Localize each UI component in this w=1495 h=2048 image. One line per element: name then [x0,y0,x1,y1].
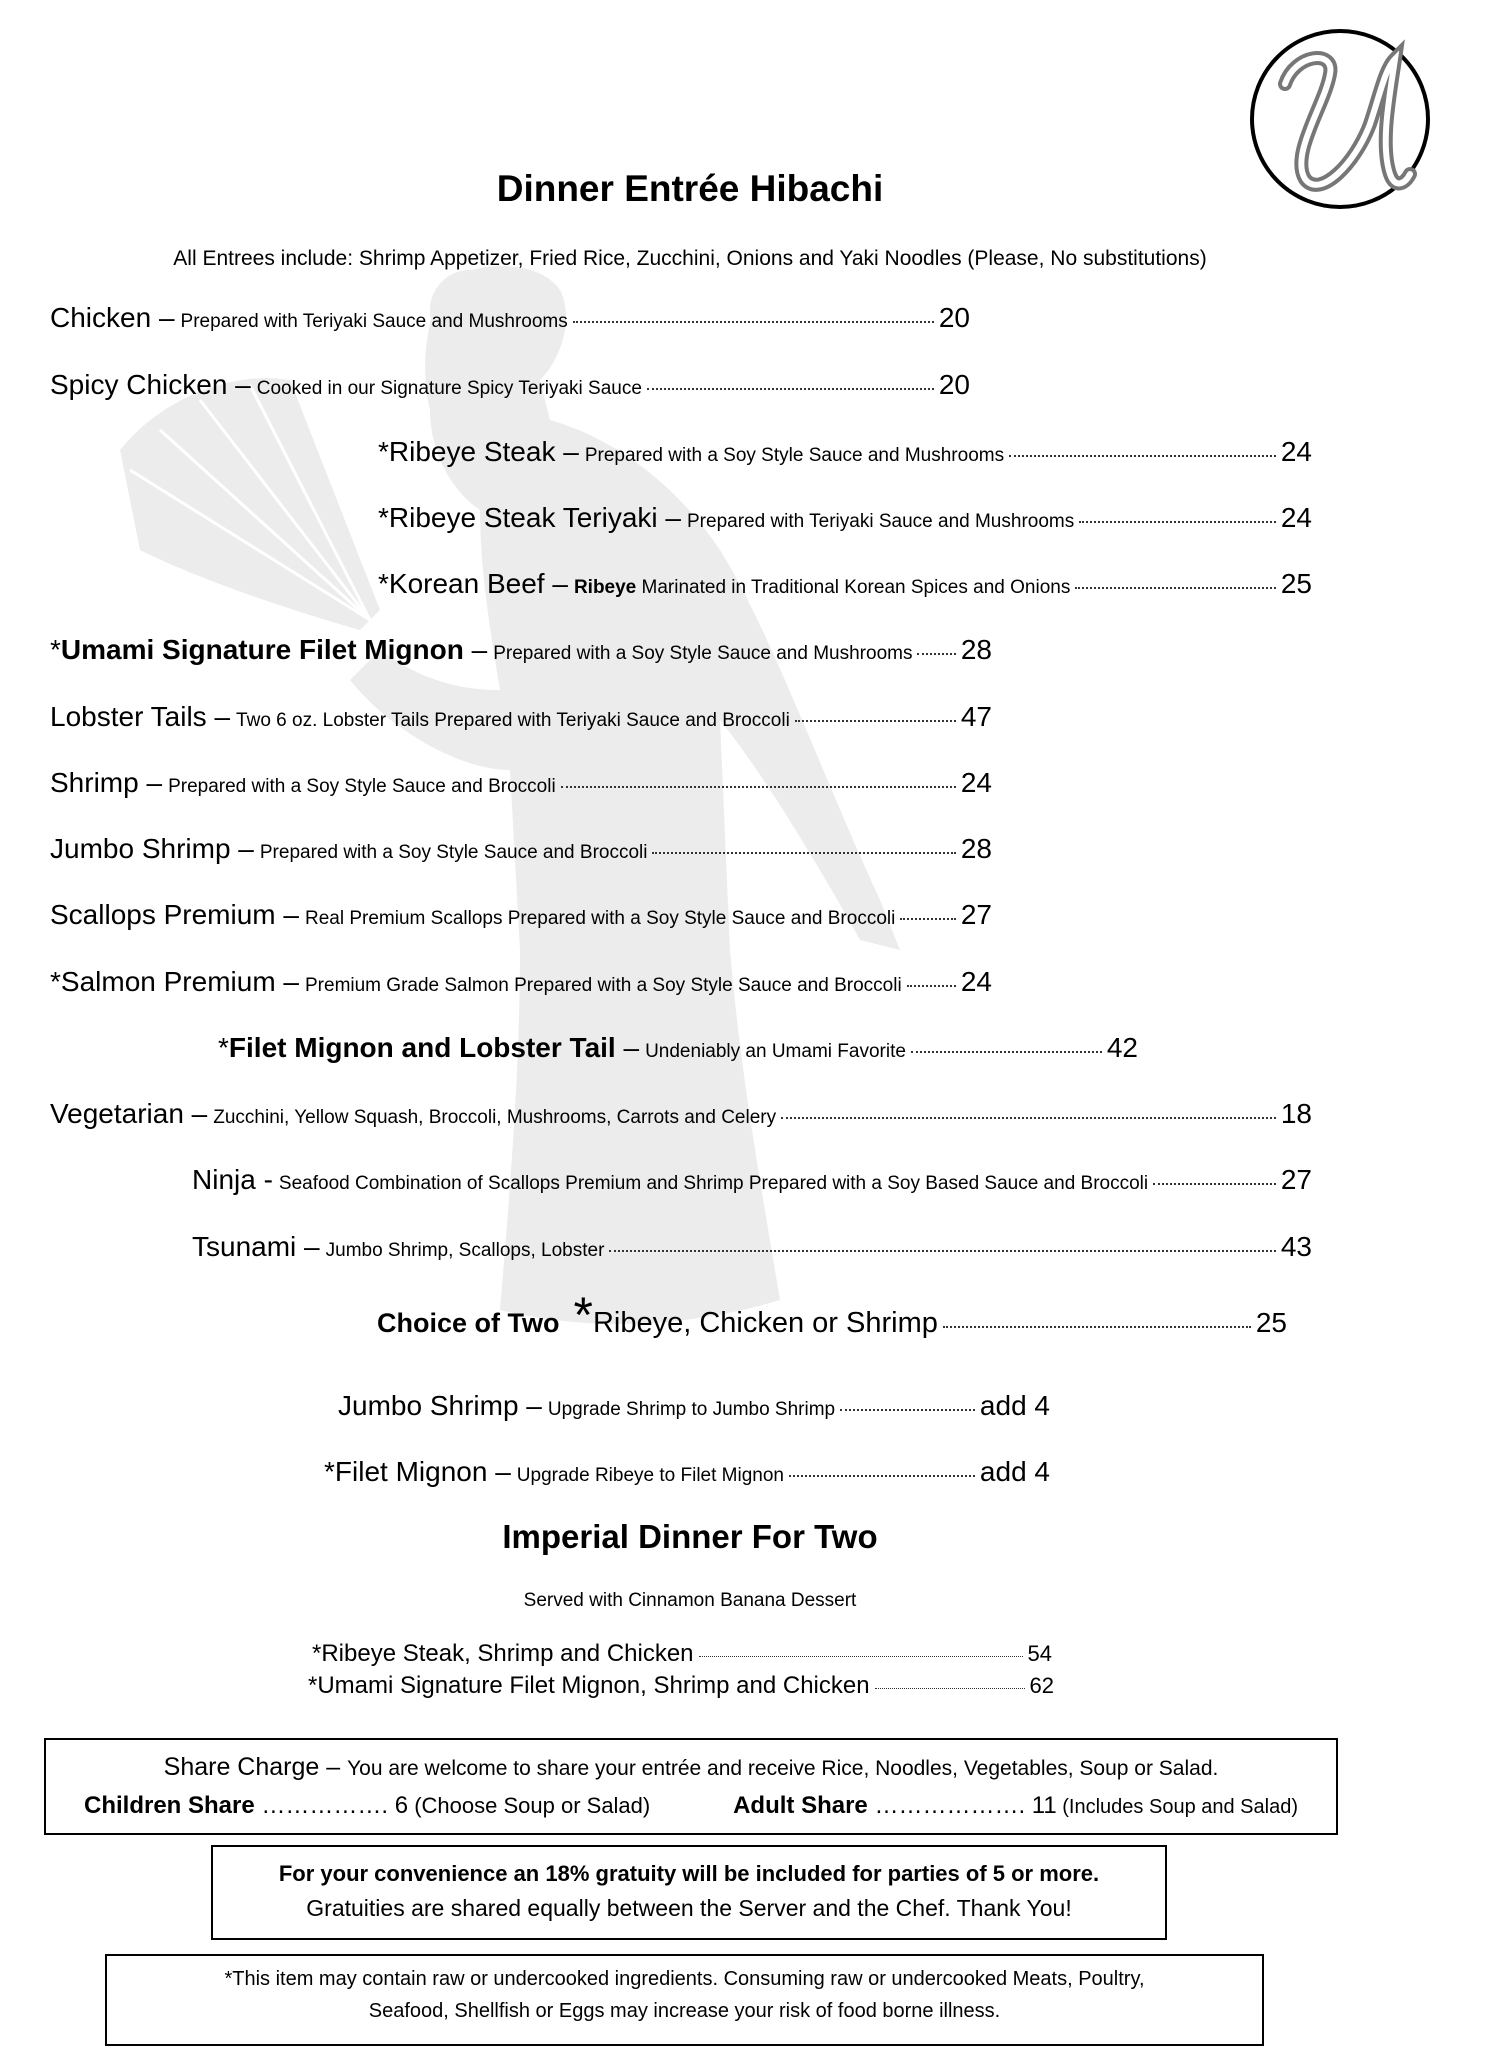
menu-item-description [305,975,902,997]
menu-item-description [326,1240,605,1262]
menu-item-name [50,767,162,799]
menu-item-price: 28 [960,634,992,665]
menu-item [50,833,992,865]
dotted-leader [561,786,956,788]
item-name-text: Umami Signature Filet Mignon [60,634,464,665]
description-text: Cooked in our Signature Spicy Teriyaki Sauce [256,378,642,399]
item-separator: – [296,1231,320,1262]
item-separator: - [255,1164,273,1195]
imperial-subtitle: Served with Cinnamon Banana Dessert [523,1590,857,1611]
menu-item-name [324,1456,511,1488]
menu-item-description [585,445,1004,467]
adult-share [733,1792,1298,1820]
item-separator: – [275,966,299,997]
menu-item-price: 47 [960,701,992,732]
description-text: Prepared with a Soy Style Sauce and Mushrooms [584,445,1005,466]
imperial-item [308,1672,1054,1700]
description-text: Marinated in Traditional Korean Spices and Onions [636,577,1071,598]
menu-item [50,899,992,931]
menu-item-price: add 4 [979,1390,1050,1421]
item-name-text: Chicken [50,302,152,333]
menu-item-price: 42 [1106,1032,1138,1063]
item-name-text: Ninja [192,1164,256,1195]
children-share [84,1792,650,1820]
description-text: Premium Grade Salmon Prepared with a Soy Style Sauce and Broccoli [305,975,902,996]
description-text: Prepared with Teriyaki Sauce and Mushrooms [687,511,1075,532]
menu-item-description [687,511,1074,533]
menu-item [50,1098,1312,1130]
menu-item-description [168,776,556,798]
description-text: Jumbo Shrimp, Scallops, Lobster [325,1240,605,1261]
item-name-text: Tsunami [192,1231,297,1262]
description-text: Seafood Combination of Scallops Premium and Shrimp Prepared with a Soy Based Sauce and Broccoli [278,1173,1149,1194]
item-separator: – [544,568,568,599]
item-separator: – [487,1456,511,1487]
children-share-label: Children Share [84,1792,255,1819]
item-name-text: Shrimp [50,767,139,798]
menu-item-price: 24 [1280,502,1312,533]
menu-item-price: 27 [1280,1164,1312,1195]
item-separator: – [657,502,681,533]
gratuity-box [211,1845,1167,1940]
dotted-leader [1009,455,1276,457]
item-separator: – [463,634,488,665]
share-sep: – [319,1753,348,1781]
description-text: Zucchini, Yellow Squash, Broccoli, Mushrooms, Carrots and Celery [213,1107,777,1128]
dotted-leader [699,1656,1023,1657]
share-charge-box [44,1738,1338,1835]
dotted-leader [609,1250,1275,1252]
item-prefix: * [378,568,389,599]
description-bold: Ribeye [573,577,637,598]
menu-item-price: 28 [960,833,992,864]
dotted-leader [900,918,956,920]
dotted-leader [1075,587,1276,589]
menu-item [192,1164,1312,1196]
item-name-text: Korean Beef [388,568,545,599]
page-title: Dinner Entrée Hibachi [496,168,884,209]
menu-item-description [645,1041,906,1063]
item-separator: – [151,302,175,333]
item-name-text: Salmon Premium [60,966,276,997]
description-text: Upgrade Ribeye to Filet Mignon [516,1465,784,1486]
item-separator: – [138,767,163,798]
item-name-text: Vegetarian [50,1098,184,1129]
menu-item-description [493,643,912,665]
dotted-leader [875,1688,1025,1689]
imperial-title: Imperial Dinner For Two [502,1518,878,1555]
menu-item-price: 27 [960,899,992,930]
choice-label: Choice of Two [377,1308,560,1338]
disclaimer-box [105,1954,1264,2046]
menu-item-description [279,1173,1148,1195]
item-name-text: Scallops Premium [50,899,276,930]
item-separator: – [230,833,254,864]
dotted-leader [1153,1183,1276,1185]
description-text: Prepared with Teriyaki Sauce and Mushrooms [180,311,568,332]
item-prefix: * [378,436,389,467]
adult-share-leader: ………………. [867,1792,1032,1819]
gratuity-line1: For your convenience an 18% gratuity will be included for parties of 5 or more. [278,1861,1100,1886]
description-text: Upgrade Shrimp to Jumbo Shrimp [547,1399,836,1420]
menu-item-price: 43 [1280,1231,1312,1262]
children-share-leader: ……………. [254,1792,395,1819]
choice-price: 25 [1255,1307,1287,1338]
menu-item [378,502,1312,534]
menu-item-price: 24 [960,966,992,997]
menu-item [378,568,1312,600]
menu-item [338,1390,1050,1422]
dotted-leader [789,1475,975,1477]
menu-item [324,1456,1050,1488]
menu-item-price: 24 [960,767,992,798]
children-share-price: 6 [394,1792,409,1819]
menu-item [50,701,992,733]
dotted-leader [573,321,934,323]
item-name-text: Jumbo Shrimp [50,833,231,864]
imperial-item-name: *Ribeye Steak, Shrimp and Chicken [312,1640,694,1667]
imperial-item [312,1640,1052,1668]
choice-star: * [573,1287,593,1343]
item-name-text: Spicy Chicken [50,369,228,400]
menu-item-name [192,1164,273,1196]
menu-item [50,966,992,998]
entree-includes-note: All Entrees include: Shrimp Appetizer, Fried Rice, Zucchini, Onions and Yaki Noodles (Please, No substitutions) [173,247,1207,270]
description-text: Prepared with a Soy Style Sauce and Broccoli [168,776,556,797]
menu-item-description [236,710,790,732]
choice-of-two-row [377,1287,1287,1343]
menu-item-description [548,1399,835,1421]
description-text: Undeniably an Umami Favorite [645,1041,906,1062]
dotted-leader [795,720,956,722]
item-name-text: Jumbo Shrimp [338,1390,519,1421]
menu-item [50,767,992,799]
children-share-note: (Choose Soup or Salad) [408,1793,651,1818]
item-separator: – [206,701,231,732]
item-name-text: Filet Mignon [334,1456,488,1487]
menu-item-name [50,302,175,334]
item-separator: – [555,436,579,467]
description-text: Prepared with a Soy Style Sauce and Mushrooms [493,643,913,664]
menu-item-description [260,842,648,864]
dotted-leader [1079,521,1276,523]
menu-item-price: 18 [1280,1098,1312,1129]
dotted-leader [652,852,955,854]
item-name-text: Ribeye Steak Teriyaki [388,502,658,533]
menu-item [50,369,970,401]
gratuity-line2: Gratuities are shared equally between the Server and the Chef. Thank You! [306,1895,1072,1921]
dotted-leader [647,388,934,390]
item-separator: – [183,1098,208,1129]
menu-item-price: 20 [938,369,970,400]
choice-text: Ribeye, Chicken or Shrimp [592,1307,938,1339]
menu-item-description [213,1107,776,1129]
menu-item-name [50,833,254,865]
dotted-leader [911,1051,1102,1053]
menu-item-description [574,577,1070,599]
menu-item-description [305,908,895,930]
menu-item-price: 20 [938,302,970,333]
menu-item-name [50,634,487,666]
description-text: Prepared with a Soy Style Sauce and Broccoli [259,842,648,863]
imperial-item-price: 54 [1027,1641,1052,1666]
imperial-item-name: *Umami Signature Filet Mignon, Shrimp and Chicken [308,1672,870,1699]
menu-item-name [378,436,579,468]
menu-item-name [50,701,230,733]
menu-item-name [378,502,681,534]
dotted-leader [840,1409,975,1411]
item-separator: – [227,369,251,400]
menu-item-name [50,1098,207,1130]
menu-item-name [378,568,568,600]
adult-share-note: (Includes Soup and Salad) [1056,1796,1298,1818]
menu-item-name [50,966,299,998]
item-prefix: * [378,502,389,533]
menu-item-description [181,311,568,333]
item-separator: – [518,1390,542,1421]
menu-item-price: add 4 [979,1456,1050,1487]
menu-item [218,1032,1138,1064]
menu-item [50,302,970,334]
menu-item-description [257,378,642,400]
item-separator: – [275,899,299,930]
dotted-leader [917,653,955,655]
menu-item-price: 24 [1280,436,1312,467]
item-prefix: * [50,966,61,997]
description-text: Two 6 oz. Lobster Tails Prepared with Teriyaki Sauce and Broccoli [236,710,790,731]
share-title: Share Charge [163,1753,320,1781]
menu-item-name [50,369,251,401]
menu-item [192,1231,1312,1263]
menu-item-description [517,1465,784,1487]
menu-item [50,634,992,666]
menu-item-name [192,1231,320,1263]
adult-share-price: 11 [1031,1792,1057,1819]
menu-item-name [218,1032,639,1064]
item-separator: – [615,1032,640,1063]
menu-item [378,436,1312,468]
disclaimer-line1: *This item may contain raw or undercooked ingredients. Consuming raw or undercooked Meats, Poultry, [224,1968,1145,1990]
share-text: You are welcome to share your entrée and receive Rice, Noodles, Vegetables, Soup or Salad. [347,1757,1219,1780]
disclaimer-line2: Seafood, Shellfish or Eggs may increase your risk of food borne illness. [368,2000,1001,2022]
adult-share-label: Adult Share [733,1792,868,1819]
item-name-text: Filet Mignon and Lobster Tail [228,1032,616,1063]
menu-item-name [338,1390,542,1422]
dotted-leader [781,1117,1276,1119]
dotted-leader [943,1326,1251,1328]
dotted-leader [907,985,956,987]
description-text: Real Premium Scallops Prepared with a Soy Style Sauce and Broccoli [305,908,896,929]
item-prefix: * [50,634,61,665]
item-prefix: * [218,1032,229,1063]
menu-item-price: 25 [1280,568,1312,599]
item-name-text: Lobster Tails [50,701,207,732]
imperial-item-price: 62 [1029,1673,1054,1698]
menu-item-name [50,899,299,931]
item-prefix: * [324,1456,335,1487]
item-name-text: Ribeye Steak [388,436,556,467]
